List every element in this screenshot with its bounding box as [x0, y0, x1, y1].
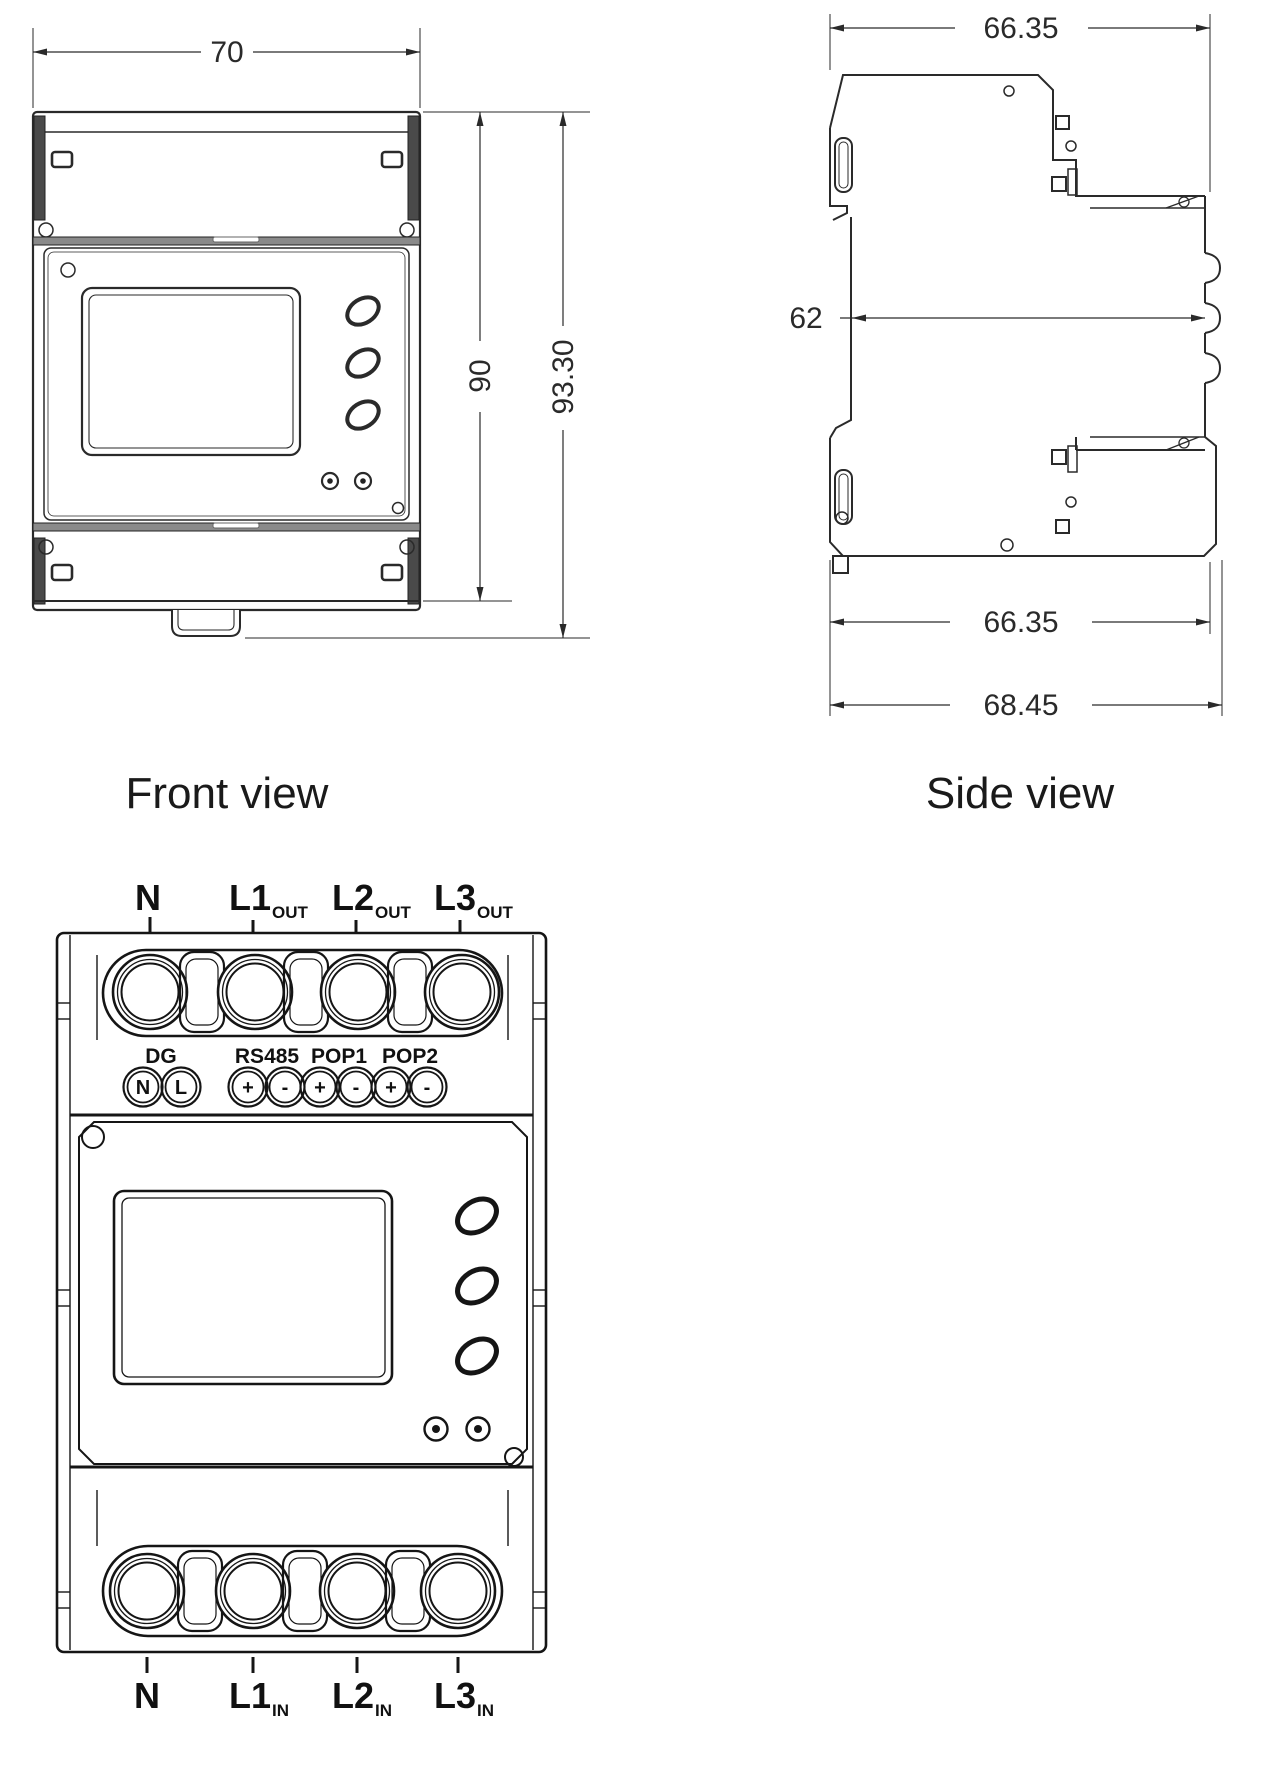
din-rail-tab — [172, 610, 240, 636]
front-view-caption: Front view — [125, 769, 329, 818]
dim-width-label: 70 — [210, 36, 244, 69]
terminal-label: L1 — [228, 1675, 272, 1716]
terminal-hole-icon — [321, 955, 395, 1029]
terminal-label-sub: OUT — [477, 903, 513, 922]
terminal-hole-icon — [425, 955, 499, 1029]
terminal-hole-icon — [216, 1554, 290, 1628]
aux-group-label: RS485 — [234, 1045, 300, 1068]
button-icon — [342, 344, 384, 383]
terminal-hole-icon — [421, 1554, 495, 1628]
side-button-bump-icon — [1205, 303, 1220, 333]
terminal-label-sub: OUT — [375, 903, 411, 922]
screw-hole-icon — [39, 223, 53, 237]
front-dim-width — [33, 28, 420, 108]
mount-clip-icon — [382, 565, 402, 580]
terminal-hole-icon — [320, 1554, 394, 1628]
front-view — [33, 28, 590, 818]
side-view — [789, 12, 1222, 818]
front-buttons — [342, 292, 384, 435]
aux-pin-label: - — [281, 1077, 289, 1099]
button-icon — [342, 292, 384, 331]
dim-total-height-label: 93.30 — [547, 339, 580, 415]
aux-pin-label: + — [314, 1077, 326, 1099]
side-dim-body-depth — [830, 560, 1210, 639]
front-view-device-outline — [33, 112, 420, 636]
dim-body-depth-label: 66.35 — [983, 606, 1059, 639]
side-button-bump-icon — [1205, 353, 1220, 383]
terminal-label: L3 — [433, 1675, 477, 1716]
vent-slot-icon — [835, 138, 852, 192]
terminal-labels-bottom — [134, 1657, 494, 1720]
screw-hole-icon — [836, 512, 848, 524]
screw-hole-icon — [1001, 539, 1013, 551]
terminal-label: N — [134, 1675, 160, 1716]
terminal-device-body — [57, 933, 546, 1652]
side-view-caption: Side view — [925, 769, 1115, 818]
terminal-label: N — [135, 877, 161, 918]
mount-clip-icon — [52, 565, 72, 580]
aux-pin-label: - — [352, 1077, 360, 1099]
side-dim-top-depth — [830, 12, 1210, 192]
vent-slot-icon — [835, 470, 852, 524]
terminal-label-sub: IN — [375, 1701, 392, 1720]
mount-clip-icon — [382, 152, 402, 167]
side-view-device-outline — [830, 75, 1220, 573]
screw-hole-icon — [1004, 86, 1014, 96]
side-dim-total-depth — [830, 560, 1222, 722]
terminal-labels-top — [135, 877, 514, 932]
side-button-bump-icon — [1205, 253, 1220, 283]
terminal-label-sub: IN — [477, 1701, 494, 1720]
aux-pin-label: - — [423, 1077, 431, 1099]
dim-rail-width-label: 62 — [789, 302, 823, 335]
terminal-hole-icon — [218, 955, 292, 1029]
dim-total-depth-label: 68.45 — [983, 689, 1059, 722]
aux-group-label: POP2 — [381, 1045, 439, 1068]
aux-pin-label: L — [174, 1077, 188, 1099]
aux-group-label: POP1 — [310, 1045, 368, 1068]
terminal-label: L3 — [433, 877, 477, 918]
terminal-label: L2 — [331, 877, 375, 918]
dim-body-height-label: 90 — [464, 359, 497, 393]
terminal-label-sub: OUT — [272, 903, 308, 922]
screw-hole-icon — [61, 263, 75, 277]
aux-pin-label: + — [385, 1077, 397, 1099]
terminal-diagram — [57, 877, 546, 1720]
screw-hole-icon — [400, 223, 414, 237]
front-leds — [322, 473, 371, 489]
front-display — [82, 288, 300, 455]
aux-pin-label: + — [242, 1077, 254, 1099]
dim-top-depth-label: 66.35 — [983, 12, 1059, 45]
screw-hole-icon — [393, 503, 404, 514]
aux-pin-label: N — [135, 1077, 151, 1099]
button-icon — [342, 396, 384, 435]
mount-clip-icon — [52, 152, 72, 167]
terminal-label-sub: IN — [272, 1701, 289, 1720]
terminal-label: L1 — [228, 877, 272, 918]
terminal-label: L2 — [331, 1675, 375, 1716]
aux-group-label: DG — [145, 1045, 177, 1068]
